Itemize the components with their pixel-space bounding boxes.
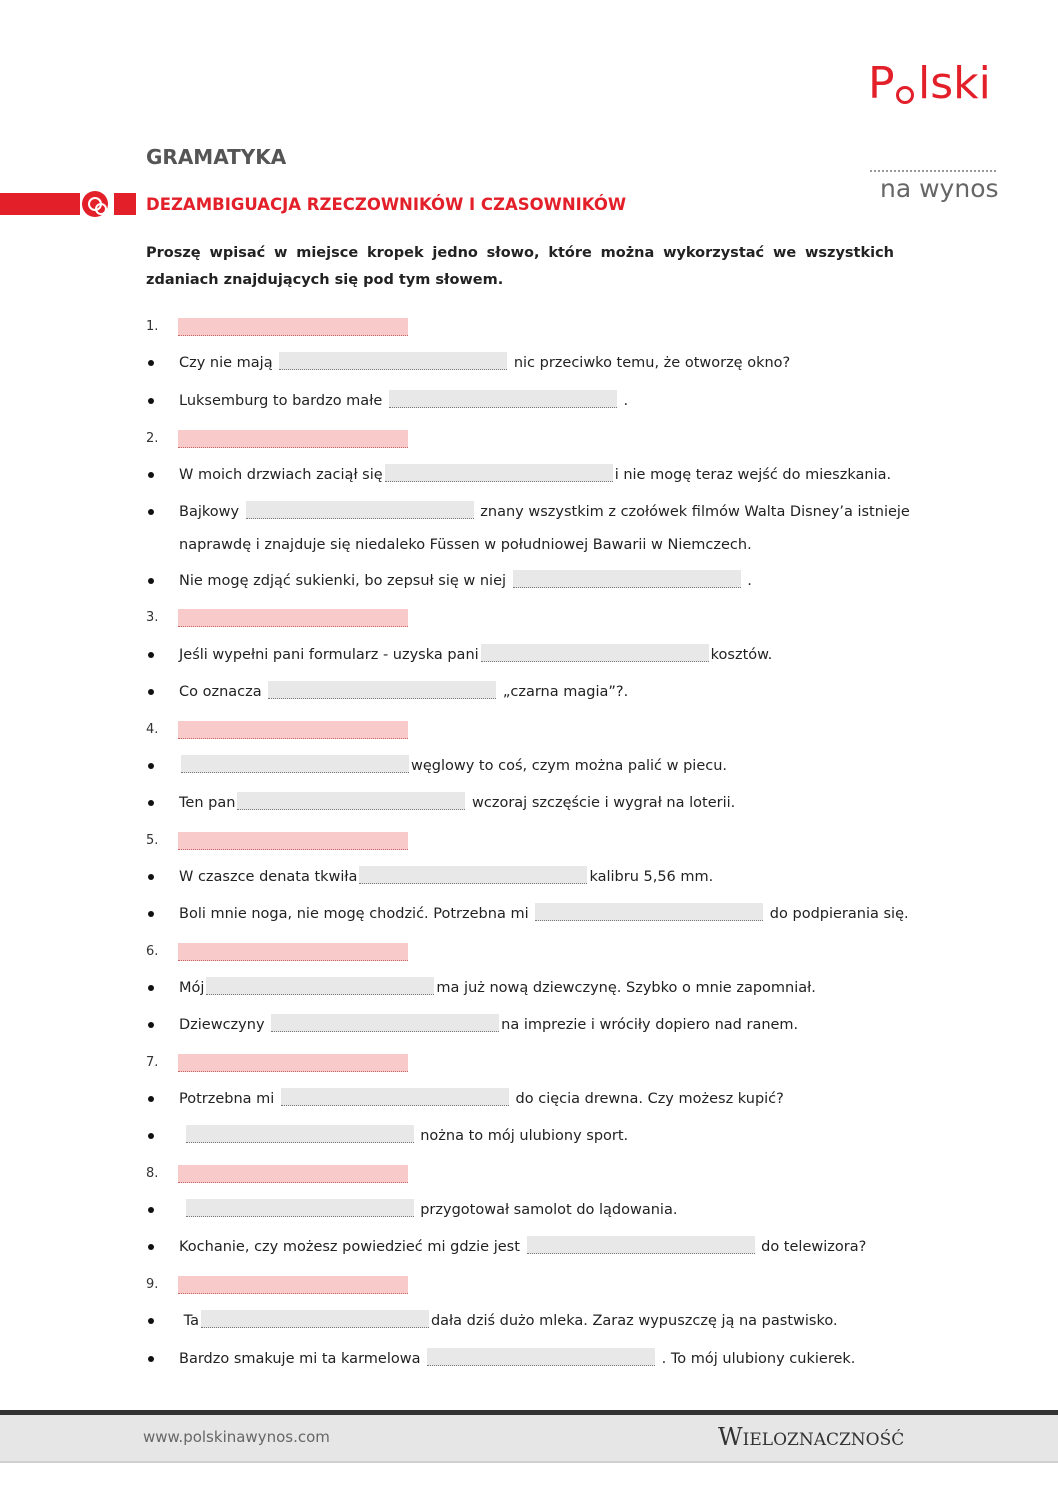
sentence-text-before: Czy nie mają [179, 355, 278, 371]
sentence-text-before [179, 1128, 184, 1144]
sentence-row [0, 903, 1058, 925]
sentence [179, 1236, 866, 1258]
sentence-text-after: nożna to mój ulubiony sport. [415, 1128, 629, 1144]
sentence-blank[interactable] [201, 1310, 429, 1328]
sentence-text-after: kalibru 5,56 mm. [589, 869, 714, 885]
header-red-square [114, 193, 136, 215]
sentence-row [0, 570, 1058, 592]
sentence-row [0, 1125, 1058, 1147]
bullet-icon [148, 472, 154, 478]
bullet-icon [148, 1318, 154, 1324]
bullet-icon [148, 874, 154, 880]
item-number-row [0, 1274, 1058, 1296]
bullet-icon [148, 1356, 154, 1362]
item-number: 7. [146, 1055, 159, 1070]
sentence-text-after: kosztów. [710, 647, 773, 663]
logo-o-circle-icon [896, 86, 914, 104]
logo [862, 58, 1002, 203]
sentence-row [0, 390, 1058, 412]
instruction-text: Proszę wpisać w miejsce kropek jedno słowo, które można wykorzystać we wszystkich zdaniach znajdujących się pod tym słowem. [146, 245, 894, 288]
sentence-text-after: węglowy to coś, czym można palić w piecu. [411, 758, 728, 774]
logo-wordmark [862, 58, 1002, 110]
sentence [179, 755, 727, 777]
answer-blank[interactable] [178, 609, 408, 627]
logo-letters-rest: lski [918, 58, 991, 109]
sentence [179, 570, 752, 592]
item-number: 9. [146, 1277, 159, 1292]
item-number-row [0, 316, 1058, 338]
sentence-blank[interactable] [535, 903, 763, 921]
bullet-icon [148, 1244, 154, 1250]
section-title: GRAMATYKA [146, 145, 287, 169]
sentence-text-before: Jeśli wypełni pani formularz - uzyska pani [179, 647, 479, 663]
sentence-row [0, 644, 1058, 666]
sentence-text-after: do podpierania się. [765, 906, 909, 922]
answer-blank[interactable] [178, 721, 408, 739]
bullet-icon [148, 652, 154, 658]
sentence-row [0, 866, 1058, 888]
item-number-row [0, 719, 1058, 741]
item-number: 1. [146, 319, 159, 334]
sentence [179, 866, 713, 888]
sentence-continuation: naprawdę i znajduje się niedaleko Füssen w południowej Bawarii w Niemczech. [179, 537, 752, 553]
bullet-icon [148, 985, 154, 991]
sentence-text-before: Mój [179, 980, 205, 996]
item-number-row [0, 428, 1058, 450]
footer-title: Wieloznaczność [718, 1423, 905, 1451]
sentence-text-before: W moich drzwiach zaciął się [179, 467, 383, 483]
sentence [179, 464, 891, 486]
sentence-blank[interactable] [181, 755, 409, 773]
sentence [179, 501, 910, 523]
sentence [179, 903, 909, 925]
sentence-text-after: . [742, 573, 752, 589]
sentence-text-after: . [618, 393, 629, 409]
sentence-text-after: do cięcia drewna. Czy możesz kupić? [510, 1091, 784, 1107]
bullet-icon [148, 1133, 154, 1139]
logo-subtitle: na wynos [880, 174, 999, 203]
sentence-text-after: „czarna magia”?. [498, 684, 629, 700]
bullet-icon [148, 360, 154, 366]
sentence [179, 1014, 798, 1036]
sentence-text-before: Bajkowy [179, 504, 244, 520]
sentence [179, 792, 735, 814]
sentence [179, 1088, 784, 1110]
answer-blank[interactable] [178, 1276, 408, 1294]
sentence-blank[interactable] [281, 1088, 509, 1106]
sentence-text-after: przygotował samolot do lądowania. [415, 1202, 678, 1218]
gears-icon [82, 191, 108, 217]
sentence-text-after: na imprezie i wróciły dopiero nad ranem. [501, 1017, 799, 1033]
logo-divider [870, 170, 996, 172]
sentence-text-before: Kochanie, czy możesz powiedzieć mi gdzie jest [179, 1239, 525, 1255]
sentence-text-before [179, 1202, 184, 1218]
item-number: 3. [146, 610, 159, 625]
sentence-text-after: wczoraj szczęście i wygrał na loterii. [467, 795, 736, 811]
sentence-row [0, 681, 1058, 703]
bullet-icon [148, 911, 154, 917]
sentence-blank[interactable] [186, 1125, 414, 1143]
sentence-blank[interactable] [481, 644, 709, 662]
bullet-icon [148, 800, 154, 806]
sentence-text-before: Ta [179, 1313, 199, 1329]
sentence-row [0, 792, 1058, 814]
sentence-text-before: Ten pan [179, 795, 236, 811]
sentence-row [0, 1014, 1058, 1036]
header-red-bar [0, 193, 80, 215]
sentence-blank[interactable] [389, 390, 617, 408]
item-number: 6. [146, 944, 159, 959]
item-number: 5. [146, 833, 159, 848]
sentence-row [0, 1310, 1058, 1332]
sentence-row [0, 977, 1058, 999]
answer-blank[interactable] [178, 1054, 408, 1072]
bullet-icon [148, 578, 154, 584]
sentence-text-after: . To mój ulubiony cukierek. [657, 1351, 856, 1367]
answer-blank[interactable] [178, 832, 408, 850]
sentence-text-after: znany wszystkim z czołówek filmów Walta Disney’a istnieje [475, 504, 910, 520]
sentence-blank[interactable] [527, 1236, 755, 1254]
sentence [179, 977, 816, 999]
sentence-blank[interactable] [237, 792, 465, 810]
sentence-text-after: ma już nową dziewczynę. Szybko o mnie zapomniał. [436, 980, 816, 996]
sentence [179, 390, 628, 412]
sentence-text-after: do telewizora? [756, 1239, 867, 1255]
sentence-blank[interactable] [246, 501, 474, 519]
sentence-blank[interactable] [206, 977, 434, 995]
sentence-row [0, 464, 1058, 486]
item-number: 2. [146, 431, 159, 446]
bullet-icon [148, 1096, 154, 1102]
sentence-blank[interactable] [359, 866, 587, 884]
item-number-row [0, 1163, 1058, 1185]
answer-blank[interactable] [178, 943, 408, 961]
answer-blank[interactable] [178, 430, 408, 448]
sentence-blank[interactable] [271, 1014, 499, 1032]
item-number-row [0, 941, 1058, 963]
sentence [179, 644, 772, 666]
sentence-text-after: i nie mogę teraz wejść do mieszkania. [614, 467, 892, 483]
sentence [179, 352, 790, 374]
item-number-row [0, 607, 1058, 629]
sentence [179, 1310, 838, 1332]
sentence-blank[interactable] [385, 464, 613, 482]
sentence-text-before: Co oznacza [179, 684, 267, 700]
sentence-row [0, 1199, 1058, 1221]
sentence [179, 1125, 628, 1147]
answer-blank[interactable] [178, 1165, 408, 1183]
sentence [179, 1199, 677, 1221]
sentence-text-before: Bardzo smakuje mi ta karmelowa [179, 1351, 426, 1367]
answer-blank[interactable] [178, 318, 408, 336]
sentence-blank[interactable] [513, 570, 741, 588]
sentence-row [0, 755, 1058, 777]
sentence-blank[interactable] [186, 1199, 414, 1217]
sentence-row [0, 1348, 1058, 1370]
bullet-icon [148, 509, 154, 515]
item-number-row [0, 1052, 1058, 1074]
exercise-title: DEZAMBIGUACJA RZECZOWNIKÓW I CZASOWNIKÓW [146, 195, 627, 214]
bullet-icon [148, 1022, 154, 1028]
bullet-icon [148, 763, 154, 769]
sentence-blank[interactable] [279, 352, 507, 370]
sentence-row [0, 1088, 1058, 1110]
item-number: 4. [146, 722, 159, 737]
logo-letter-p: P [868, 58, 895, 109]
footer-url[interactable]: www.polskinawynos.com [143, 1428, 330, 1446]
sentence-blank[interactable] [268, 681, 496, 699]
sentence-row [0, 501, 1058, 523]
sentence-text-after: nic przeciwko temu, że otworzę okno? [509, 355, 791, 371]
bullet-icon [148, 689, 154, 695]
sentence-row [0, 352, 1058, 374]
item-number-row [0, 830, 1058, 852]
sentence-text-before: Dziewczyny [179, 1017, 270, 1033]
sentence-text-before: Luksemburg to bardzo małe [179, 393, 387, 409]
item-number: 8. [146, 1166, 159, 1181]
sentence [179, 681, 628, 703]
sentence [179, 1348, 855, 1370]
sentence-text-before: Potrzebna mi [179, 1091, 279, 1107]
sentence-text-after: dała dziś dużo mleka. Zaraz wypuszczę ją na pastwisko. [430, 1313, 838, 1329]
bullet-icon [148, 1207, 154, 1213]
sentence-text-before: Nie mogę zdjąć sukienki, bo zepsuł się w niej [179, 573, 511, 589]
sentence-text-before: W czaszce denata tkwiła [179, 869, 358, 885]
sentence-row [0, 1236, 1058, 1258]
sentence-blank[interactable] [427, 1348, 655, 1366]
bullet-icon [148, 398, 154, 404]
sentence-text-before: Boli mnie noga, nie mogę chodzić. Potrzebna mi [179, 906, 534, 922]
